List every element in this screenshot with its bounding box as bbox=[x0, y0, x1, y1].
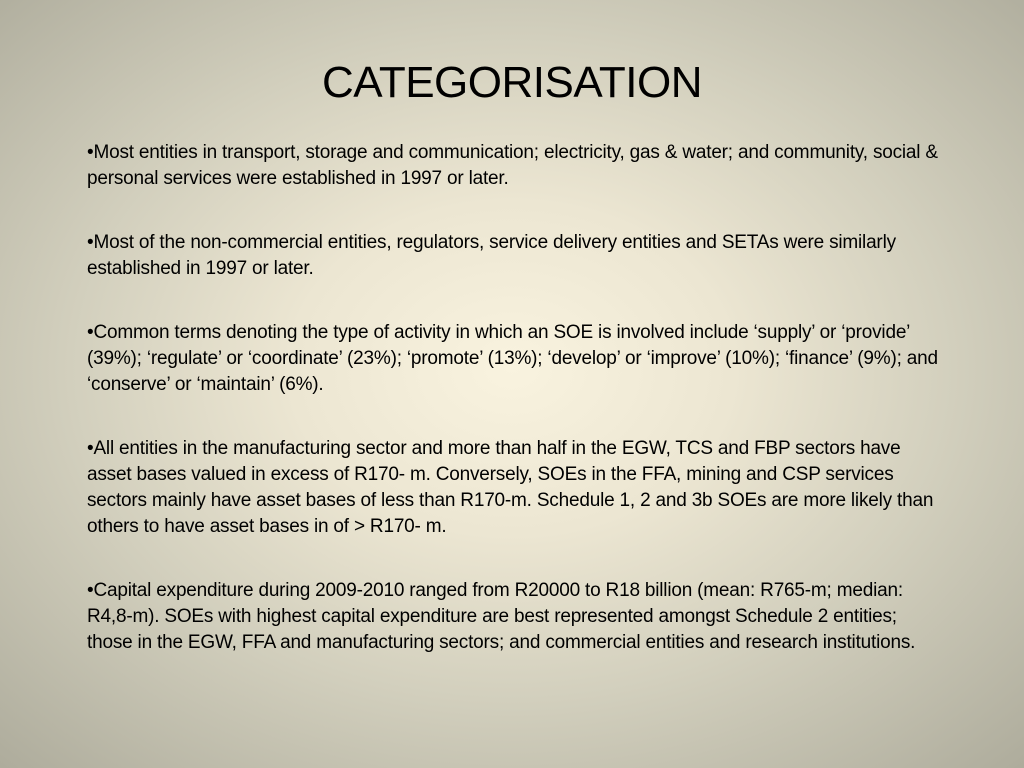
bullet-item-1: •Most entities in transport, storage and communication; electricity, gas & water; and community, social & personal services were established in 1997 or later. bbox=[87, 142, 938, 189]
bullet-item-3: •Common terms denoting the type of activity in which an SOE is involved include ‘supply’ or ‘provide’ (39%); ‘regulate’ or ‘coordinate’ (23%); ‘promote’ (13%); ‘develop’ or ‘improve’ (10%); ‘finance’ (9%); and ‘conserve’ or ‘maintain’ (6%). bbox=[87, 322, 938, 395]
slide-title: CATEGORISATION bbox=[321, 58, 703, 107]
bullet-item-5: •Capital expenditure during 2009-2010 ranged from R20000 to R18 billion (mean: R765-m; median: R4,8-m). SOEs with highest capital expenditure are best represented amongst Schedule 2 entities; those in the EGW, FFA and manufacturing sectors; and commercial entities and research institutions. bbox=[87, 580, 916, 653]
bullet-item-4: •All entities in the manufacturing sector and more than half in the EGW, TCS and FBP sectors have asset bases valued in excess of R170- m. Conversely, SOEs in the FFA, mining and CSP services sectors mainly have asset bases of less than R170-m. Schedule 1, 2 and 3b SOEs are more likely than others to have asset bases in of > R170- m. bbox=[87, 438, 934, 537]
bullet-list bbox=[87, 140, 947, 694]
bullet-item-2: •Most of the non-commercial entities, regulators, service delivery entities and SETAs were similarly established in 1997 or later. bbox=[87, 232, 896, 279]
